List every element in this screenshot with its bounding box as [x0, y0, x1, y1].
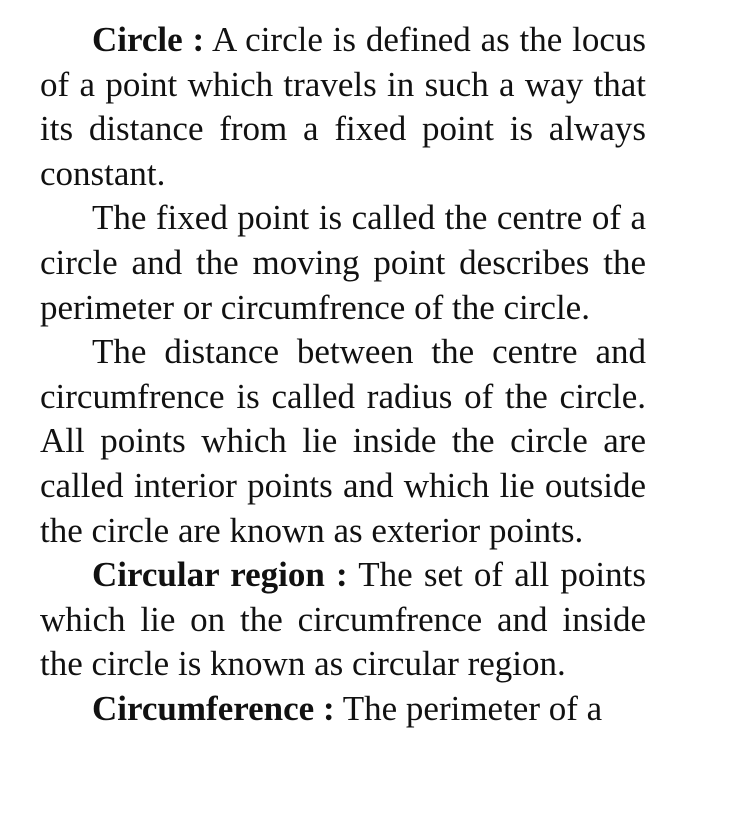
paragraph-circumference [40, 687, 646, 732]
paragraph-circular-region [40, 553, 646, 687]
paragraph-text: The distance between the centre and circumfrence is called radius of the circle. All points which lie inside the circle are called interior points and which lie outside the circle are known as exterior points. [40, 332, 646, 550]
paragraph-text: The perimeter of a [334, 688, 603, 728]
paragraph-centre [40, 196, 646, 330]
term-circumference: Circumference : [92, 688, 335, 728]
paragraph-radius [40, 330, 646, 553]
term-circular-region: Circular region : [92, 555, 348, 595]
term-circle: Circle : [92, 20, 205, 59]
paragraph-text: The fixed point is called the centre of a circle and the moving point describes the perimeter or circumfrence of the circle. [40, 198, 646, 327]
paragraph-text: The set of all points which lie on the circumfrence and inside the circle is known as circular region. [40, 555, 646, 684]
paragraph-circle-definition [40, 18, 646, 196]
paragraph-text: A circle is defined as the locus of a point which travels in such a way that its distance from a fixed point is always constant. [40, 20, 646, 193]
